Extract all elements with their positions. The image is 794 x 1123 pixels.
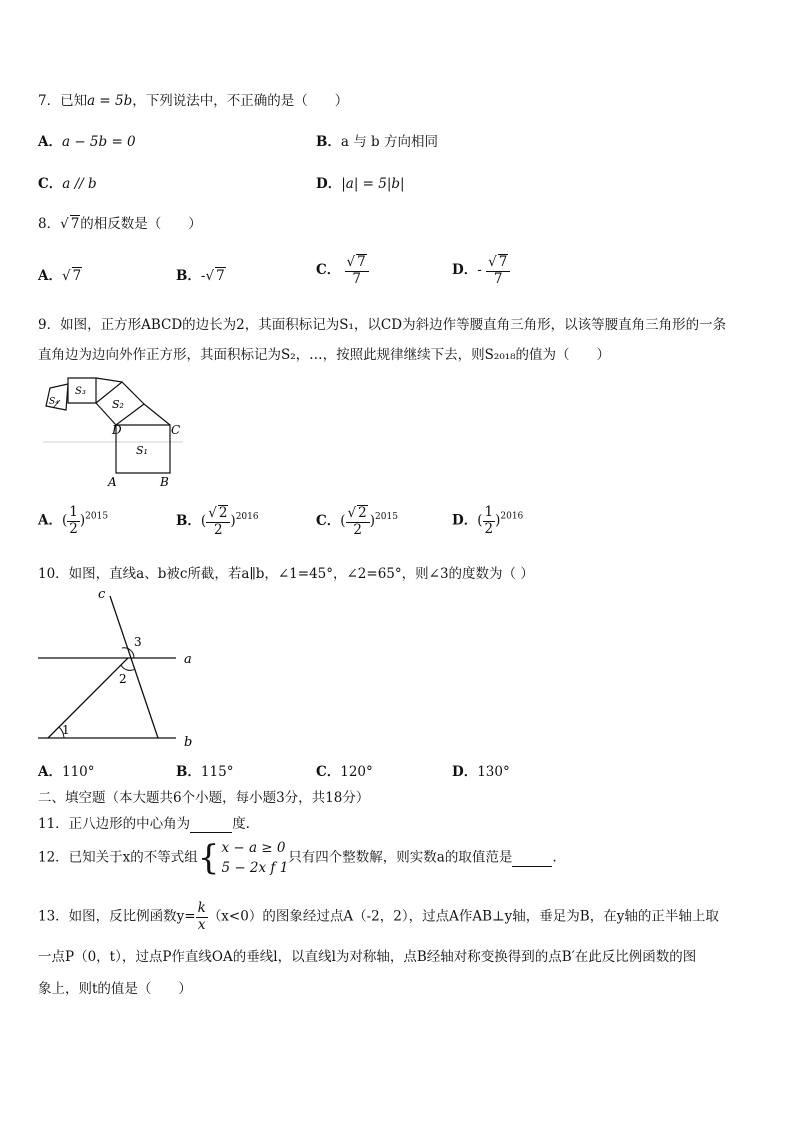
q9-label-c: C <box>171 423 181 437</box>
q10-label-c: c <box>98 587 106 602</box>
q10-label-angle1: 1 <box>62 723 70 737</box>
q8-option-a: A．√ 7 <box>38 268 82 284</box>
q10-label-angle2: 2 <box>119 672 127 686</box>
q9-option-a: A．( $\frac{1}{2}$ )$^{2015}$ <box>38 504 109 537</box>
q10-stem: 10．如图，直线a、b被c所截，若a∥b，∠1=45°，∠2=65°，则∠3的度数为（ ） <box>38 566 534 582</box>
q11-stem: 11．正八边形的中心角为 度. <box>38 816 250 832</box>
q10-angle2-arc <box>121 665 135 670</box>
q9-label-s1: S₁ <box>136 444 148 457</box>
q10-option-d: D．130° <box>452 764 510 780</box>
q9-label-a: A <box>108 475 117 489</box>
q10-line-c <box>110 596 158 738</box>
q9-option-c: C．( $\frac{√ 2}{2}$ )$^{2015}$ <box>316 505 398 538</box>
q7-option-a: A．a − 5b = 0 <box>38 134 136 150</box>
q9-label-s2: S₂ <box>112 398 124 411</box>
q10-label-angle3: 3 <box>134 635 142 649</box>
q8-option-d: D．- $\frac{√ 7}{7}$ <box>452 254 510 287</box>
q10-option-b: B．115° <box>176 764 234 780</box>
q8-option-b: B．-√ 7 <box>176 268 225 284</box>
q10-figure <box>30 582 210 752</box>
q7-option-d: D．|a| = 5|b| <box>316 176 405 192</box>
q10-option-a: A．110° <box>38 764 95 780</box>
q9-label-b: B <box>160 475 169 489</box>
section-title: 二、填空题（本大题共6个小题，每小题3分，共18分） <box>38 790 370 806</box>
q10-option-c: C．120° <box>316 764 373 780</box>
q10-transversal <box>48 658 128 738</box>
q8-stem: 8．√ 7的相反数是（ ） <box>38 216 202 232</box>
q9-label-s4: S₄ <box>49 397 59 407</box>
q12-stem: 12．已知关于x的不等式组{ x − a ≥ 0 5 − 2x f 1 只有四个整数解，则实数a的取值范是 . <box>38 838 557 878</box>
q7-stem: 7．已知a = 5b，下列说法中，不正确的是（ ） <box>38 93 349 109</box>
q9-label-d: D <box>112 423 122 437</box>
q8-option-c: C． $\frac{√ 7}{7}$ <box>316 254 369 287</box>
q11-answer-blank[interactable] <box>190 816 232 833</box>
q9-option-d: D．( $\frac{1}{2}$ )$^{2016}$ <box>452 504 524 537</box>
q7-option-b: B．a 与 b 方向相同 <box>316 134 438 150</box>
q10-label-b: b <box>184 735 193 750</box>
q12-answer-blank[interactable] <box>512 850 552 867</box>
q9-figure <box>38 370 188 492</box>
q9-option-b: B．( $\frac{√ 2}{2}$ )$^{2016}$ <box>176 505 259 538</box>
q9-stem-line2: 直角边为边向外作正方形，其面积标记为S₂，…，按照此规律继续下去，则S₂₀₁₈的值为（ ） <box>38 347 611 363</box>
q13-stem-line2: 一点P（0，t），过点P作直线OA的垂线l，以直线l为对称轴，点B经轴对称变换得到的点B′在此反比例函数的图 <box>38 949 697 965</box>
q9-label-s3: S₃ <box>75 386 86 397</box>
q13-stem-line3: 象上，则t的值是（ ） <box>38 981 192 997</box>
q10-label-a: a <box>184 652 192 667</box>
q9-stem-line1: 9．如图，正方形ABCD的边长为2，其面积标记为S₁，以CD为斜边作等腰直角三角形，以该等腰直角三角形的一条 <box>38 317 727 333</box>
q7-option-c: C．a // b <box>38 176 97 192</box>
q13-stem-line1: 13．如图，反比例函数y= $\frac{k}{x}$ （x<0）的图象经过点A（-2，2），过点A作AB⊥y轴，垂足为B，在y轴的正半轴上取 <box>38 900 719 933</box>
